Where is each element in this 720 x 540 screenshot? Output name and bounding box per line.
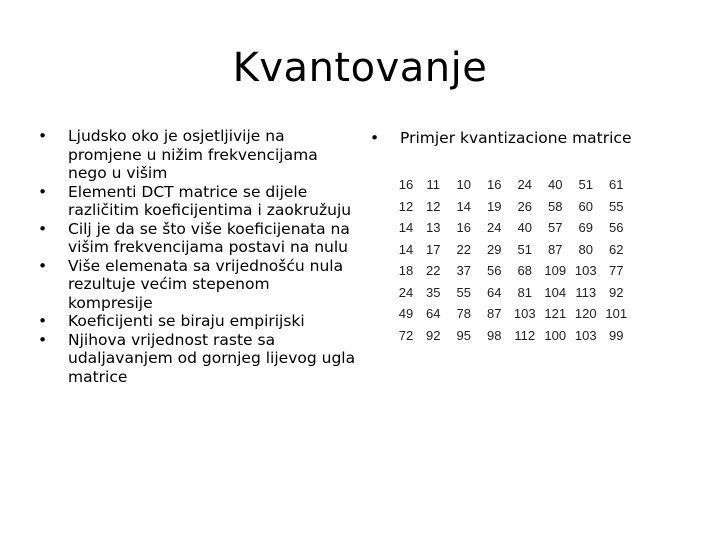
matrix-cell: 18 (398, 263, 414, 279)
matrix-cell: 10 (456, 177, 471, 193)
matrix-cell: 29 (487, 241, 502, 257)
bullet-item (38, 331, 356, 387)
matrix-cell: 87 (487, 306, 502, 322)
matrix-cell: 100 (544, 327, 567, 343)
matrix-cell: 112 (514, 327, 536, 343)
matrix-cell: 78 (456, 306, 471, 322)
matrix-cell: 16 (487, 177, 502, 193)
matrix-cell: 113 (575, 284, 597, 300)
matrix-cell: 99 (609, 327, 624, 343)
matrix-row (394, 325, 632, 347)
matrix-cell: 60 (578, 198, 593, 214)
matrix-cell: 120 (574, 306, 597, 322)
matrix-row (394, 260, 632, 282)
matrix-cell: 69 (578, 220, 593, 236)
bullet-text: Elementi DCT matrice se dijele različitim koeficijentima i zaokružuju (68, 182, 352, 219)
matrix-cell: 40 (517, 220, 532, 236)
matrix-row (394, 303, 632, 325)
matrix-cell: 62 (609, 241, 624, 257)
bullet-dot: • (38, 256, 48, 275)
matrix-row (394, 174, 632, 196)
matrix-cell: 58 (548, 198, 563, 214)
left-bullet-list (38, 127, 356, 386)
matrix-cell: 55 (609, 198, 624, 214)
bullet-text: Više elemenata sa vrijednošću nula rezultuje većim stepenom kompresije (68, 256, 344, 312)
bullet-text: Ljudsko oko je osjetljivije na promjene u nižim frekvencijama nego u višim (68, 127, 318, 182)
matrix-cell: 16 (398, 177, 414, 193)
matrix-cell: 64 (426, 306, 441, 322)
matrix-cell: 37 (456, 263, 471, 279)
bullet-item (38, 183, 356, 220)
matrix-cell: 72 (398, 327, 414, 343)
bullet-item (38, 257, 356, 313)
matrix-cell: 12 (398, 198, 414, 214)
matrix-cell: 24 (398, 284, 414, 300)
matrix-cell: 13 (426, 220, 441, 236)
matrix-cell: 103 (513, 306, 536, 322)
matrix-cell: 92 (609, 284, 624, 300)
right-bullet-text: Primjer kvantizacione matrice (400, 129, 632, 147)
matrix-row (394, 217, 632, 239)
matrix-cell: 103 (574, 327, 597, 343)
matrix-cell: 104 (544, 284, 567, 300)
matrix-cell: 87 (548, 241, 563, 257)
matrix-row (394, 239, 632, 261)
matrix-cell: 98 (487, 327, 502, 343)
slide-title: Kvantovanje (232, 45, 488, 91)
matrix-cell: 61 (609, 177, 624, 193)
matrix-cell: 26 (517, 198, 532, 214)
matrix-cell: 64 (487, 284, 502, 300)
quantization-matrix (394, 174, 632, 346)
right-bullet-item (370, 129, 632, 148)
matrix-cell: 103 (574, 263, 597, 279)
matrix-cell: 81 (517, 284, 532, 300)
matrix-cell: 22 (456, 241, 471, 257)
matrix-cell: 77 (609, 263, 624, 279)
matrix-cell: 14 (398, 241, 414, 257)
matrix-cell: 55 (456, 284, 471, 300)
matrix-cell: 49 (398, 306, 414, 322)
matrix-cell: 92 (426, 327, 441, 343)
matrix-cell: 19 (487, 198, 502, 214)
bullet-item (38, 312, 356, 331)
bullet-text: Koeficijenti se biraju empirijski (68, 312, 305, 330)
matrix-cell: 51 (517, 241, 532, 257)
matrix-row (394, 196, 632, 218)
matrix-cell: 56 (487, 263, 502, 279)
matrix-cell: 51 (578, 177, 593, 193)
bullet-text: Cilj je da se što više koeficijenata na višim frekvencijama postavi na nulu (68, 219, 350, 256)
matrix-cell: 35 (426, 284, 441, 300)
matrix-cell: 11 (426, 177, 440, 193)
matrix-cell: 68 (517, 263, 532, 279)
bullet-text: Njihova vrijednost raste sa udaljavanjem od gornjeg lijevog ugla matrice (68, 330, 356, 386)
bullet-item (38, 127, 356, 183)
bullet-dot: • (38, 312, 48, 330)
matrix-cell: 14 (456, 198, 471, 214)
bullet-dot: • (38, 330, 48, 349)
bullet-dot: • (370, 129, 380, 147)
matrix-cell: 40 (548, 177, 563, 193)
matrix-cell: 17 (426, 241, 441, 257)
matrix-cell: 14 (398, 220, 414, 236)
bullet-dot: • (38, 127, 48, 145)
matrix-cell: 109 (544, 263, 567, 279)
bullet-dot: • (38, 219, 48, 238)
matrix-cell: 80 (578, 241, 593, 257)
matrix-cell: 24 (487, 220, 502, 236)
matrix-cell: 24 (517, 177, 532, 193)
matrix-cell: 12 (426, 198, 441, 214)
matrix-cell: 121 (544, 306, 567, 322)
matrix-cell: 57 (548, 220, 563, 236)
matrix-cell: 16 (456, 220, 471, 236)
matrix-row (394, 282, 632, 304)
bullet-item (38, 220, 356, 257)
matrix-cell: 101 (605, 306, 628, 322)
bullet-dot: • (38, 182, 48, 201)
matrix-cell: 56 (609, 220, 624, 236)
matrix-cell: 95 (456, 327, 471, 343)
matrix-cell: 22 (426, 263, 441, 279)
